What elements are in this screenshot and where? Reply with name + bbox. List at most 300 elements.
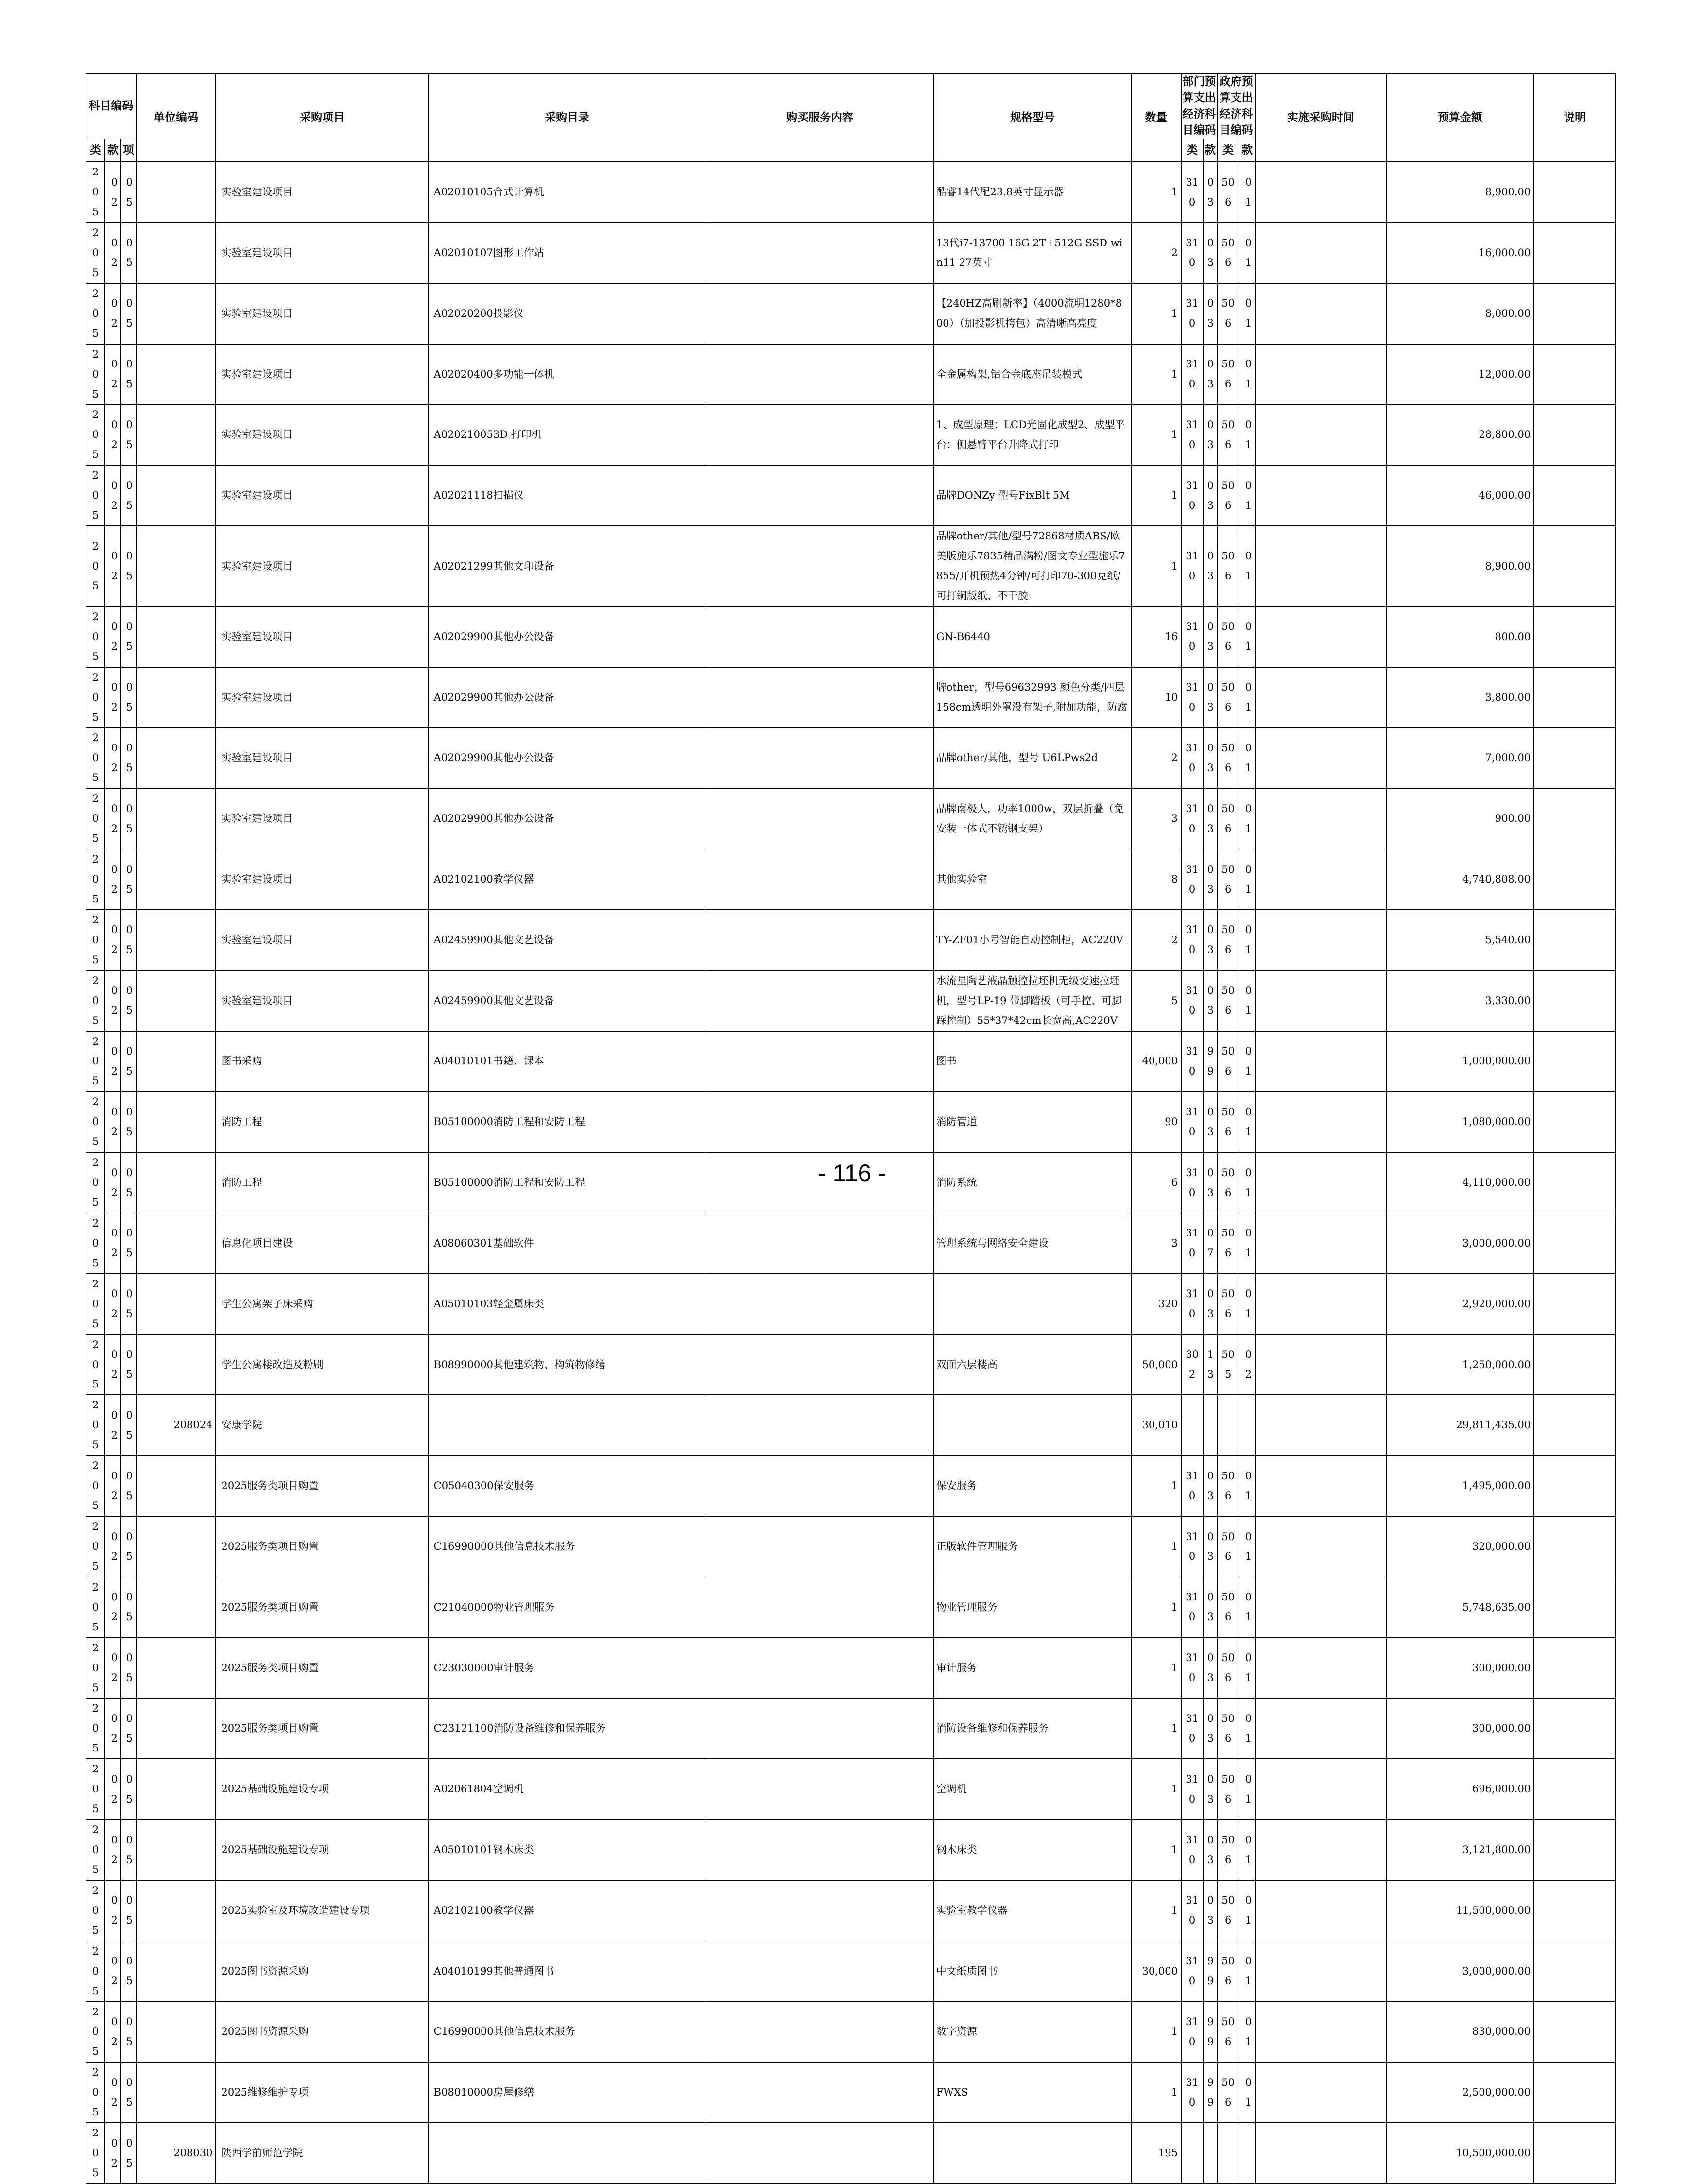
cell-service bbox=[706, 788, 934, 849]
cell-gov-lei bbox=[1217, 1395, 1239, 1456]
cell-catalog: A02102100教学仪器 bbox=[429, 1880, 706, 1941]
cell-budget-amount: 1,000,000.00 bbox=[1386, 1031, 1534, 1092]
header-xiang: 项 bbox=[121, 139, 136, 162]
cell-service bbox=[706, 728, 934, 788]
cell-note bbox=[1534, 1092, 1616, 1152]
table-row bbox=[86, 283, 1616, 344]
cell-catalog: A02029900其他办公设备 bbox=[429, 667, 706, 728]
cell-kuan: 02 bbox=[105, 1456, 121, 1516]
cell-xiang: 05 bbox=[121, 1031, 136, 1092]
cell-purchase-time bbox=[1255, 2002, 1386, 2063]
cell-dept-lei: 310 bbox=[1181, 1092, 1203, 1152]
header-gov-lei: 类 bbox=[1217, 139, 1239, 162]
header-unit-code: 单位编码 bbox=[136, 73, 216, 162]
cell-service bbox=[706, 2002, 934, 2063]
cell-service bbox=[706, 2123, 934, 2184]
cell-gov-lei: 506 bbox=[1217, 223, 1239, 283]
cell-project: 实验室建设项目 bbox=[216, 728, 428, 788]
cell-kuan: 02 bbox=[105, 1335, 121, 1395]
cell-dept-kuan: 03 bbox=[1203, 1638, 1217, 1699]
cell-project: 2025维修维护专项 bbox=[216, 2062, 428, 2123]
cell-lei: 205 bbox=[86, 283, 105, 344]
cell-project: 学生公寓架子床采购 bbox=[216, 1274, 428, 1335]
cell-quantity: 8 bbox=[1131, 849, 1181, 910]
cell-purchase-time bbox=[1255, 849, 1386, 910]
cell-purchase-time bbox=[1255, 1820, 1386, 1880]
cell-dept-kuan: 03 bbox=[1203, 404, 1217, 465]
cell-lei: 205 bbox=[86, 1213, 105, 1274]
cell-dept-lei: 310 bbox=[1181, 1213, 1203, 1274]
cell-gov-lei: 506 bbox=[1217, 1638, 1239, 1699]
cell-lei: 205 bbox=[86, 1820, 105, 1880]
cell-kuan: 02 bbox=[105, 607, 121, 667]
cell-dept-lei: 310 bbox=[1181, 1456, 1203, 1516]
cell-dept-lei: 310 bbox=[1181, 283, 1203, 344]
cell-note bbox=[1534, 344, 1616, 405]
cell-kuan: 02 bbox=[105, 1698, 121, 1759]
cell-kuan: 02 bbox=[105, 667, 121, 728]
cell-dept-kuan: 03 bbox=[1203, 465, 1217, 526]
cell-dept-kuan: 03 bbox=[1203, 910, 1217, 971]
cell-spec: 保安服务 bbox=[934, 1456, 1131, 1516]
cell-kuan: 02 bbox=[105, 1941, 121, 2002]
cell-spec: 消防系统 bbox=[934, 1152, 1131, 1213]
cell-lei: 205 bbox=[86, 971, 105, 1031]
cell-unit-code bbox=[136, 223, 216, 283]
cell-kuan: 02 bbox=[105, 1577, 121, 1638]
cell-purchase-time bbox=[1255, 162, 1386, 223]
table-row bbox=[86, 1759, 1616, 1820]
cell-kuan: 02 bbox=[105, 1031, 121, 1092]
cell-purchase-time bbox=[1255, 728, 1386, 788]
cell-kuan: 02 bbox=[105, 788, 121, 849]
cell-note bbox=[1534, 667, 1616, 728]
cell-dept-kuan: 03 bbox=[1203, 1152, 1217, 1213]
cell-spec bbox=[934, 1274, 1131, 1335]
cell-gov-lei: 506 bbox=[1217, 910, 1239, 971]
cell-unit-code bbox=[136, 1880, 216, 1941]
cell-xiang: 05 bbox=[121, 1638, 136, 1699]
cell-kuan: 02 bbox=[105, 728, 121, 788]
cell-catalog: A02020400多功能一体机 bbox=[429, 344, 706, 405]
cell-dept-lei: 310 bbox=[1181, 1152, 1203, 1213]
cell-dept-kuan: 13 bbox=[1203, 1335, 1217, 1395]
cell-quantity: 1 bbox=[1131, 1880, 1181, 1941]
cell-project: 2025图书资源采购 bbox=[216, 1941, 428, 2002]
cell-catalog: A02459900其他文艺设备 bbox=[429, 971, 706, 1031]
cell-spec: 消防管道 bbox=[934, 1092, 1131, 1152]
cell-xiang: 05 bbox=[121, 667, 136, 728]
cell-gov-kuan bbox=[1239, 1395, 1255, 1456]
table-row bbox=[86, 849, 1616, 910]
cell-gov-kuan: 01 bbox=[1239, 1456, 1255, 1516]
cell-xiang: 05 bbox=[121, 2002, 136, 2063]
cell-gov-lei: 506 bbox=[1217, 1941, 1239, 2002]
cell-xiang: 05 bbox=[121, 1820, 136, 1880]
cell-budget-amount: 3,330.00 bbox=[1386, 971, 1534, 1031]
cell-purchase-time bbox=[1255, 910, 1386, 971]
cell-service bbox=[706, 465, 934, 526]
cell-lei: 205 bbox=[86, 344, 105, 405]
cell-spec: 品牌南极人，功率1000w，双层折叠（免安装一体式不锈钢支架） bbox=[934, 788, 1131, 849]
table-row bbox=[86, 1516, 1616, 1577]
cell-unit-code bbox=[136, 1092, 216, 1152]
cell-note bbox=[1534, 465, 1616, 526]
cell-project: 2025服务类项目购置 bbox=[216, 1516, 428, 1577]
cell-dept-kuan: 99 bbox=[1203, 1031, 1217, 1092]
header-lei: 类 bbox=[86, 139, 105, 162]
cell-xiang: 05 bbox=[121, 849, 136, 910]
cell-unit-code bbox=[136, 667, 216, 728]
cell-gov-kuan: 01 bbox=[1239, 1092, 1255, 1152]
cell-purchase-time bbox=[1255, 1759, 1386, 1820]
table-row bbox=[86, 607, 1616, 667]
cell-catalog: C16990000其他信息技术服务 bbox=[429, 2002, 706, 2063]
cell-gov-kuan: 01 bbox=[1239, 1031, 1255, 1092]
cell-service bbox=[706, 2062, 934, 2123]
cell-note bbox=[1534, 162, 1616, 223]
table-row bbox=[86, 1274, 1616, 1335]
cell-dept-lei bbox=[1181, 1395, 1203, 1456]
cell-xiang: 05 bbox=[121, 1213, 136, 1274]
table-row bbox=[86, 1941, 1616, 2002]
header-note: 说明 bbox=[1534, 73, 1616, 162]
table-row bbox=[86, 1456, 1616, 1516]
cell-unit-code bbox=[136, 404, 216, 465]
cell-gov-lei: 506 bbox=[1217, 162, 1239, 223]
cell-catalog: A02029900其他办公设备 bbox=[429, 607, 706, 667]
cell-gov-kuan: 01 bbox=[1239, 1577, 1255, 1638]
cell-project: 实验室建设项目 bbox=[216, 607, 428, 667]
cell-gov-lei: 506 bbox=[1217, 2002, 1239, 2063]
table-row bbox=[86, 162, 1616, 223]
cell-gov-lei: 506 bbox=[1217, 465, 1239, 526]
cell-dept-kuan: 07 bbox=[1203, 1213, 1217, 1274]
cell-lei: 205 bbox=[86, 667, 105, 728]
cell-dept-lei: 302 bbox=[1181, 1335, 1203, 1395]
cell-quantity: 2 bbox=[1131, 728, 1181, 788]
cell-catalog: B05100000消防工程和安防工程 bbox=[429, 1092, 706, 1152]
cell-lei: 205 bbox=[86, 788, 105, 849]
cell-xiang: 05 bbox=[121, 344, 136, 405]
page-number: - 116 - bbox=[818, 1160, 886, 1187]
cell-gov-kuan: 01 bbox=[1239, 283, 1255, 344]
cell-dept-kuan: 03 bbox=[1203, 162, 1217, 223]
table-row bbox=[86, 223, 1616, 283]
cell-quantity: 1 bbox=[1131, 526, 1181, 607]
cell-quantity: 1 bbox=[1131, 1577, 1181, 1638]
cell-unit-code bbox=[136, 607, 216, 667]
cell-budget-amount: 3,000,000.00 bbox=[1386, 1213, 1534, 1274]
cell-gov-lei: 506 bbox=[1217, 667, 1239, 728]
cell-unit-code bbox=[136, 1941, 216, 2002]
cell-gov-kuan: 01 bbox=[1239, 1759, 1255, 1820]
cell-unit-code bbox=[136, 526, 216, 607]
cell-budget-amount: 2,920,000.00 bbox=[1386, 1274, 1534, 1335]
cell-quantity: 30,010 bbox=[1131, 1395, 1181, 1456]
cell-service bbox=[706, 1274, 934, 1335]
cell-budget-amount: 28,800.00 bbox=[1386, 404, 1534, 465]
cell-dept-lei: 310 bbox=[1181, 971, 1203, 1031]
cell-lei: 205 bbox=[86, 526, 105, 607]
cell-spec: 钢木床类 bbox=[934, 1820, 1131, 1880]
cell-xiang: 05 bbox=[121, 162, 136, 223]
cell-unit-code bbox=[136, 1335, 216, 1395]
cell-gov-lei: 506 bbox=[1217, 1092, 1239, 1152]
cell-purchase-time bbox=[1255, 607, 1386, 667]
cell-project: 实验室建设项目 bbox=[216, 910, 428, 971]
cell-purchase-time bbox=[1255, 971, 1386, 1031]
cell-gov-kuan: 01 bbox=[1239, 910, 1255, 971]
cell-kuan: 02 bbox=[105, 223, 121, 283]
cell-catalog: A02029900其他办公设备 bbox=[429, 788, 706, 849]
table-row bbox=[86, 526, 1616, 607]
cell-xiang: 05 bbox=[121, 728, 136, 788]
header-project: 采购项目 bbox=[216, 73, 428, 162]
cell-kuan: 02 bbox=[105, 283, 121, 344]
cell-quantity: 3 bbox=[1131, 1213, 1181, 1274]
table-row bbox=[86, 465, 1616, 526]
cell-catalog: A05010103轻金属床类 bbox=[429, 1274, 706, 1335]
cell-catalog: A02010107图形工作站 bbox=[429, 223, 706, 283]
cell-lei: 205 bbox=[86, 910, 105, 971]
cell-budget-amount: 4,110,000.00 bbox=[1386, 1152, 1534, 1213]
cell-lei: 205 bbox=[86, 1031, 105, 1092]
cell-spec: 空调机 bbox=[934, 1759, 1131, 1820]
cell-kuan: 02 bbox=[105, 344, 121, 405]
cell-unit-code bbox=[136, 1031, 216, 1092]
cell-dept-lei: 310 bbox=[1181, 404, 1203, 465]
cell-unit-code bbox=[136, 788, 216, 849]
cell-spec: 1、成型原理：LCD光固化成型2、成型平台：侧悬臂平台升降式打印 bbox=[934, 404, 1131, 465]
cell-spec: 双面六层楼高 bbox=[934, 1335, 1131, 1395]
cell-purchase-time bbox=[1255, 465, 1386, 526]
cell-project: 实验室建设项目 bbox=[216, 465, 428, 526]
cell-note bbox=[1534, 788, 1616, 849]
cell-service bbox=[706, 1820, 934, 1880]
cell-service bbox=[706, 344, 934, 405]
cell-xiang: 05 bbox=[121, 788, 136, 849]
cell-dept-lei bbox=[1181, 2123, 1203, 2184]
header-service: 购买服务内容 bbox=[706, 73, 934, 162]
cell-note bbox=[1534, 849, 1616, 910]
procurement-table bbox=[86, 73, 1616, 2184]
cell-xiang: 05 bbox=[121, 910, 136, 971]
cell-budget-amount: 5,540.00 bbox=[1386, 910, 1534, 971]
cell-kuan: 02 bbox=[105, 971, 121, 1031]
cell-lei: 205 bbox=[86, 404, 105, 465]
cell-gov-lei: 506 bbox=[1217, 1456, 1239, 1516]
cell-purchase-time bbox=[1255, 667, 1386, 728]
cell-dept-kuan: 03 bbox=[1203, 607, 1217, 667]
cell-lei: 205 bbox=[86, 1698, 105, 1759]
cell-unit-code bbox=[136, 465, 216, 526]
cell-xiang: 05 bbox=[121, 607, 136, 667]
cell-lei: 205 bbox=[86, 223, 105, 283]
cell-dept-kuan: 03 bbox=[1203, 1274, 1217, 1335]
cell-purchase-time bbox=[1255, 1274, 1386, 1335]
cell-note bbox=[1534, 223, 1616, 283]
cell-budget-amount: 3,000,000.00 bbox=[1386, 1941, 1534, 2002]
cell-dept-lei: 310 bbox=[1181, 1274, 1203, 1335]
cell-note bbox=[1534, 1880, 1616, 1941]
cell-kuan: 02 bbox=[105, 1880, 121, 1941]
cell-service bbox=[706, 1759, 934, 1820]
cell-lei: 205 bbox=[86, 849, 105, 910]
cell-unit-code bbox=[136, 2062, 216, 2123]
cell-lei: 205 bbox=[86, 465, 105, 526]
cell-spec: 其他实验室 bbox=[934, 849, 1131, 910]
cell-spec bbox=[934, 1395, 1131, 1456]
cell-service bbox=[706, 1941, 934, 2002]
cell-dept-kuan: 03 bbox=[1203, 1516, 1217, 1577]
cell-unit-code bbox=[136, 910, 216, 971]
cell-kuan: 02 bbox=[105, 2123, 121, 2184]
cell-spec: 实验室教学仪器 bbox=[934, 1880, 1131, 1941]
cell-unit-code bbox=[136, 849, 216, 910]
cell-project: 2025服务类项目购置 bbox=[216, 1698, 428, 1759]
cell-purchase-time bbox=[1255, 1880, 1386, 1941]
cell-budget-amount: 800.00 bbox=[1386, 607, 1534, 667]
cell-kuan: 02 bbox=[105, 1759, 121, 1820]
cell-spec: 图书 bbox=[934, 1031, 1131, 1092]
cell-note bbox=[1534, 1335, 1616, 1395]
cell-service bbox=[706, 607, 934, 667]
cell-gov-lei: 505 bbox=[1217, 1335, 1239, 1395]
cell-spec: FWXS bbox=[934, 2062, 1131, 2123]
cell-note bbox=[1534, 1516, 1616, 1577]
cell-project: 2025图书资源采购 bbox=[216, 2002, 428, 2063]
header-budget-amount: 预算金额 bbox=[1386, 73, 1534, 162]
cell-kuan: 02 bbox=[105, 2002, 121, 2063]
cell-unit-code bbox=[136, 283, 216, 344]
cell-dept-lei: 310 bbox=[1181, 1516, 1203, 1577]
table-row bbox=[86, 728, 1616, 788]
cell-catalog: C21040000物业管理服务 bbox=[429, 1577, 706, 1638]
cell-lei: 205 bbox=[86, 1456, 105, 1516]
cell-lei: 205 bbox=[86, 1577, 105, 1638]
cell-xiang: 05 bbox=[121, 223, 136, 283]
cell-xiang: 05 bbox=[121, 2062, 136, 2123]
cell-project: 实验室建设项目 bbox=[216, 223, 428, 283]
cell-xiang: 05 bbox=[121, 283, 136, 344]
header-gov-budget-code: 政府预算支出经济科目编码 bbox=[1217, 73, 1255, 139]
cell-purchase-time bbox=[1255, 404, 1386, 465]
cell-xiang: 05 bbox=[121, 1941, 136, 2002]
cell-spec: 正版软件管理服务 bbox=[934, 1516, 1131, 1577]
cell-xiang: 05 bbox=[121, 971, 136, 1031]
cell-catalog: B08010000房屋修缮 bbox=[429, 2062, 706, 2123]
cell-kuan: 02 bbox=[105, 404, 121, 465]
table-row bbox=[86, 1880, 1616, 1941]
header-catalog: 采购目录 bbox=[429, 73, 706, 162]
cell-budget-amount: 8,900.00 bbox=[1386, 526, 1534, 607]
cell-dept-lei: 310 bbox=[1181, 849, 1203, 910]
cell-gov-kuan: 01 bbox=[1239, 1516, 1255, 1577]
cell-purchase-time bbox=[1255, 526, 1386, 607]
cell-dept-lei: 310 bbox=[1181, 223, 1203, 283]
header-gov-kuan: 款 bbox=[1239, 139, 1255, 162]
cell-xiang: 05 bbox=[121, 1274, 136, 1335]
cell-quantity: 1 bbox=[1131, 1698, 1181, 1759]
cell-note bbox=[1534, 910, 1616, 971]
cell-xiang: 05 bbox=[121, 1152, 136, 1213]
cell-quantity: 30,000 bbox=[1131, 1941, 1181, 2002]
cell-quantity: 5 bbox=[1131, 971, 1181, 1031]
cell-catalog: A020210053D 打印机 bbox=[429, 404, 706, 465]
cell-spec: 牌other，型号69632993 颜色分类/四层158cm透明外罩没有架子,附加功能，防腐 bbox=[934, 667, 1131, 728]
cell-dept-kuan: 03 bbox=[1203, 1759, 1217, 1820]
table-row bbox=[86, 667, 1616, 728]
cell-dept-lei: 310 bbox=[1181, 162, 1203, 223]
header-kemu: 科目编码 bbox=[86, 73, 136, 139]
cell-gov-lei: 506 bbox=[1217, 344, 1239, 405]
cell-catalog: A02021118扫描仪 bbox=[429, 465, 706, 526]
cell-dept-lei: 310 bbox=[1181, 1638, 1203, 1699]
cell-unit-code bbox=[136, 1456, 216, 1516]
header-dept-budget-code: 部门预算支出经济科目编码 bbox=[1181, 73, 1217, 139]
cell-gov-lei: 506 bbox=[1217, 404, 1239, 465]
cell-gov-lei: 506 bbox=[1217, 1516, 1239, 1577]
cell-note bbox=[1534, 728, 1616, 788]
cell-xiang: 05 bbox=[121, 1577, 136, 1638]
cell-project: 实验室建设项目 bbox=[216, 971, 428, 1031]
cell-gov-lei: 506 bbox=[1217, 1759, 1239, 1820]
cell-dept-lei: 310 bbox=[1181, 788, 1203, 849]
cell-dept-lei: 310 bbox=[1181, 667, 1203, 728]
cell-xiang: 05 bbox=[121, 526, 136, 607]
cell-note bbox=[1534, 2062, 1616, 2123]
cell-dept-kuan bbox=[1203, 2123, 1217, 2184]
cell-project: 图书采购 bbox=[216, 1031, 428, 1092]
cell-purchase-time bbox=[1255, 344, 1386, 405]
cell-spec bbox=[934, 2123, 1131, 2184]
cell-service bbox=[706, 1335, 934, 1395]
cell-budget-amount: 300,000.00 bbox=[1386, 1698, 1534, 1759]
table-header bbox=[86, 73, 1616, 162]
cell-service bbox=[706, 1638, 934, 1699]
cell-service bbox=[706, 1698, 934, 1759]
cell-dept-kuan: 03 bbox=[1203, 971, 1217, 1031]
cell-xiang: 05 bbox=[121, 1698, 136, 1759]
cell-service bbox=[706, 910, 934, 971]
cell-gov-kuan: 01 bbox=[1239, 1274, 1255, 1335]
cell-xiang: 05 bbox=[121, 1759, 136, 1820]
cell-purchase-time bbox=[1255, 1213, 1386, 1274]
cell-lei: 205 bbox=[86, 2002, 105, 2063]
cell-gov-lei: 506 bbox=[1217, 1577, 1239, 1638]
cell-gov-kuan: 01 bbox=[1239, 1152, 1255, 1213]
cell-lei: 205 bbox=[86, 1395, 105, 1456]
cell-dept-kuan: 03 bbox=[1203, 667, 1217, 728]
cell-dept-kuan: 03 bbox=[1203, 1698, 1217, 1759]
cell-gov-kuan: 01 bbox=[1239, 607, 1255, 667]
cell-service bbox=[706, 1092, 934, 1152]
cell-unit-code bbox=[136, 1698, 216, 1759]
cell-gov-kuan: 01 bbox=[1239, 849, 1255, 910]
cell-budget-amount: 320,000.00 bbox=[1386, 1516, 1534, 1577]
cell-quantity: 1 bbox=[1131, 1638, 1181, 1699]
cell-budget-amount: 16,000.00 bbox=[1386, 223, 1534, 283]
cell-gov-lei: 506 bbox=[1217, 1152, 1239, 1213]
cell-gov-lei: 506 bbox=[1217, 2062, 1239, 2123]
cell-dept-lei: 310 bbox=[1181, 1698, 1203, 1759]
cell-note bbox=[1534, 1456, 1616, 1516]
cell-budget-amount: 8,000.00 bbox=[1386, 283, 1534, 344]
cell-note bbox=[1534, 1031, 1616, 1092]
cell-dept-kuan: 03 bbox=[1203, 1577, 1217, 1638]
table-row bbox=[86, 788, 1616, 849]
